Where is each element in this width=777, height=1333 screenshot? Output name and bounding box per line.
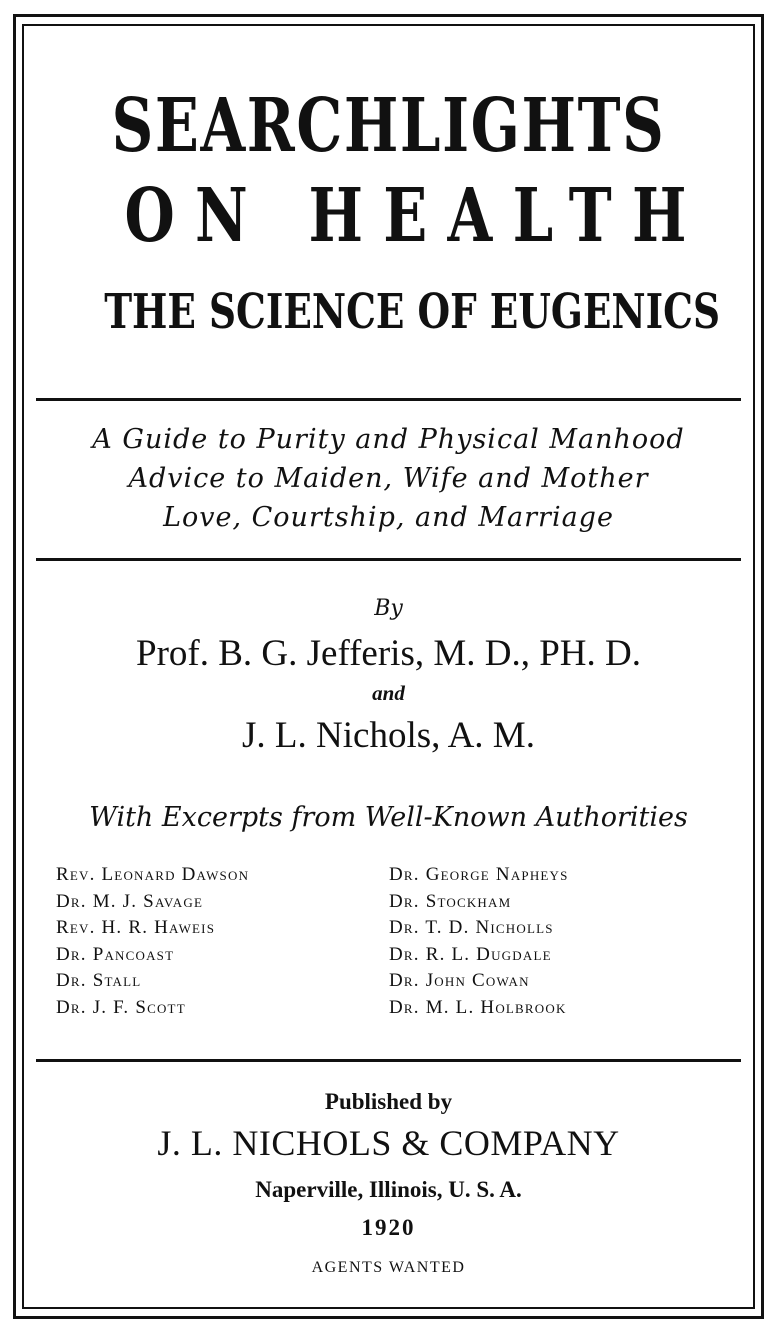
excerpts-heading: With Excerpts from Well-Known Authorities [89,802,688,833]
authorities-left-column [56,862,249,1021]
title-line-1: SEARCHLIGHTS [111,83,666,169]
authority-name: Dr. R. L. Dugdale [389,943,552,965]
publication-year: 1920 [361,1215,416,1240]
authority-name: Dr. John Cowan [389,970,530,991]
divider-rule [36,398,741,401]
authority-name: Rev. Leonard Dawson [56,864,250,885]
divider-rule [36,1059,741,1062]
authorities-right-column [389,862,569,1021]
authority-name: Dr. J. F. Scott [56,996,186,1018]
published-by-label: Published by [324,1089,453,1114]
authority-name: Dr. George Napheys [389,864,569,885]
authority-name: Dr. Pancoast [56,943,175,965]
publisher-name: J. L. NICHOLS & COMPANY [157,1123,620,1163]
by-label: By [374,596,403,621]
author-primary: Prof. B. G. Jefferis, M. D., PH. D. [136,633,641,674]
and-label: and [372,681,405,705]
subtitle-line-2: Advice to Maiden, Wife and Mother [128,463,649,494]
authority-name: Rev. H. R. Haweis [56,917,216,938]
authority-name: Dr. M. J. Savage [56,890,204,912]
authority-name: Dr. Stockham [389,890,512,912]
agents-wanted-note: AGENTS WANTED [311,1259,466,1276]
subtitle-line-3: Love, Courtship, and Marriage [163,502,614,533]
publisher-location: Naperville, Illinois, U. S. A. [255,1177,522,1202]
divider-rule [36,558,741,561]
authority-name: Dr. T. D. Nicholls [389,917,554,938]
authority-name: Dr. Stall [56,970,142,991]
title-line-3: THE SCIENCE OF EUGENICS [104,284,720,340]
subtitle-line-1: A Guide to Purity and Physical Manhood [92,424,685,455]
author-secondary: J. L. Nichols, A. M. [242,715,535,756]
authority-name: Dr. M. L. Holbrook [389,996,567,1018]
title-line-2: ON HEALTH [124,173,707,259]
